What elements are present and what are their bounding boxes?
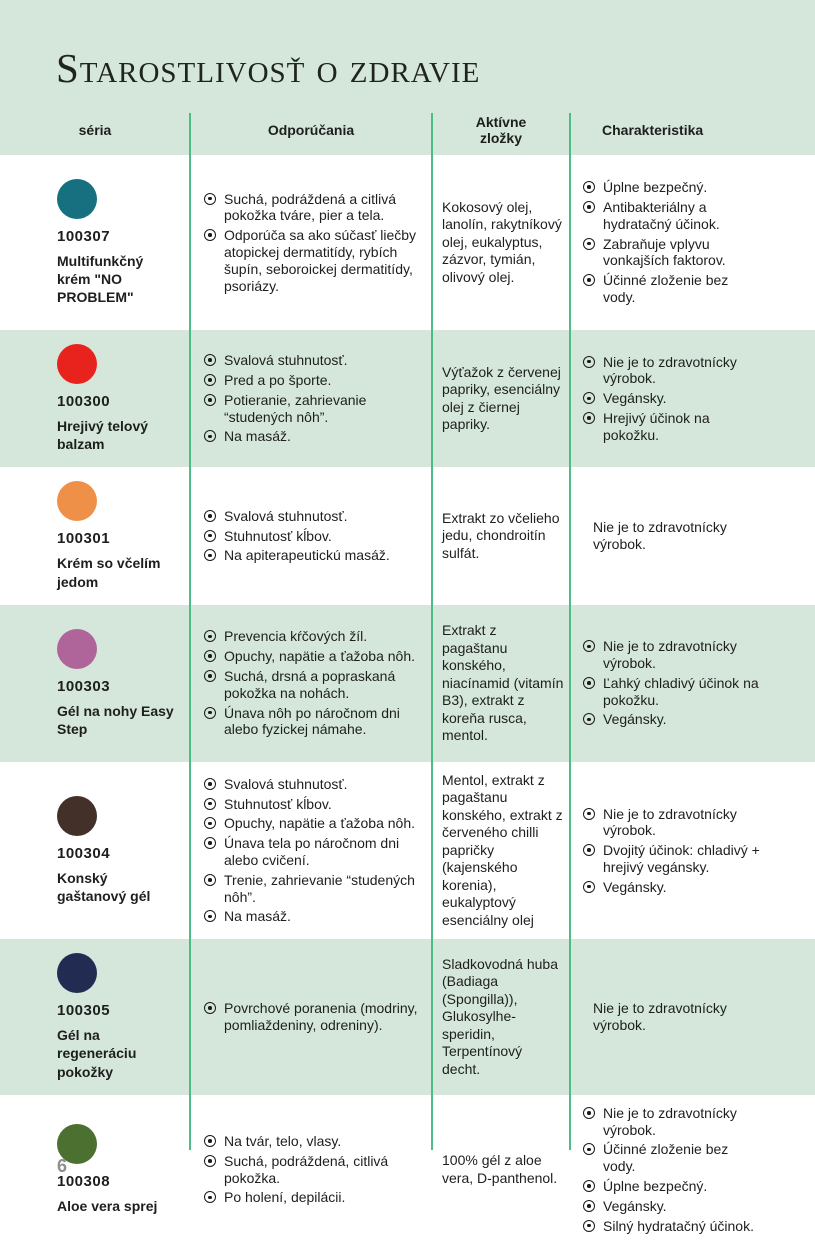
product-name: Hrejivý telový balzam (57, 418, 149, 453)
target-bullet-icon (204, 430, 216, 442)
series-cell (0, 330, 190, 467)
table-header-row (0, 110, 815, 150)
bullet-item (204, 776, 424, 793)
bullet-text: Opuchy, napätie a ťažoba nôh. (224, 815, 416, 832)
recommendations-cell (190, 330, 432, 467)
target-bullet-icon (583, 392, 595, 404)
bullet-text: Stuhnutosť kĺbov. (224, 527, 332, 544)
product-row (0, 155, 815, 330)
bullet-text: Silný hydratačný účinok. (603, 1217, 754, 1234)
bullet-item (583, 1218, 763, 1235)
bullet-text: Nie je to zdravotnícky výrobok. (603, 805, 737, 839)
bullet-text: Vegánsky. (603, 711, 667, 728)
bullet-item (204, 872, 424, 906)
active-ingredients-cell (432, 762, 570, 940)
product-name: Gél na nohy Easy Step (57, 702, 174, 737)
target-bullet-icon (204, 630, 216, 642)
bullet-text: Na masáž. (224, 428, 291, 445)
characteristics-list (583, 638, 763, 728)
bullet-item (583, 236, 763, 270)
bullet-item (204, 1133, 424, 1150)
recommendations-cell (190, 762, 432, 940)
bullet-text: Trenie, zahrievanie “studených nôh”. (224, 871, 415, 905)
characteristics-list (583, 1000, 763, 1035)
bullet-text: Nie je to zdravotnícky výrobok. (603, 1104, 737, 1138)
target-bullet-icon (204, 549, 216, 561)
product-name: Multifunkčný krém "NO PROBLEM" (57, 252, 144, 306)
product-code: 100301 (57, 530, 111, 548)
target-bullet-icon (204, 1135, 216, 1147)
characteristics-cell (570, 605, 815, 762)
target-bullet-icon (583, 881, 595, 893)
bullet-item (583, 675, 763, 709)
product-name: Gél na regeneráciu pokožky (57, 1027, 137, 1080)
active-ingredients-text: Výťažok z červenej papriky, esenciálny olej z čiernej papriky. (442, 363, 561, 433)
recommendations-list (204, 352, 424, 445)
product-row (0, 939, 815, 1095)
product-row (0, 330, 815, 467)
bullet-item (583, 272, 763, 306)
target-bullet-icon (204, 874, 216, 886)
bullet-item (204, 1189, 424, 1206)
column-header-label: Odporúčania (267, 121, 355, 138)
product-color-dot-icon (57, 179, 97, 219)
target-bullet-icon (204, 817, 216, 829)
target-bullet-icon (204, 229, 216, 241)
recommendations-list (204, 191, 424, 295)
target-bullet-icon (204, 1155, 216, 1167)
bullet-item (204, 1153, 424, 1187)
target-bullet-icon (583, 640, 595, 652)
recommendations-list (204, 508, 424, 564)
target-bullet-icon (204, 798, 216, 810)
bullet-text: Suchá, podráždená a citlivá pokožka tváre, pier a tela. (224, 190, 396, 224)
characteristic-text: Nie je to zdravotnícky výrobok. (593, 999, 727, 1034)
active-ingredients-text: Extrakt zo včelieho jedu, chondroitín sulfát. (442, 509, 560, 561)
bullet-text: Dvojitý účinok: chladivý + hrejivý vegánsky. (603, 842, 760, 875)
target-bullet-icon (204, 374, 216, 386)
target-bullet-icon (583, 1143, 595, 1155)
recommendations-cell (190, 939, 432, 1095)
product-row (0, 605, 815, 762)
bullet-text: Vegánsky. (603, 1197, 667, 1214)
bullet-text: Na apiterapeutickú masáž. (224, 547, 390, 564)
series-cell (0, 939, 190, 1095)
target-bullet-icon (583, 1200, 595, 1212)
page-number: 6 (57, 1156, 68, 1176)
active-ingredients-text: 100% gél z aloe vera, D-panthenol. (442, 1152, 558, 1186)
bullet-text: Suchá, podráždená, citlivá pokožka. (224, 1152, 389, 1186)
bullet-item (204, 372, 424, 389)
bullet-text: Prevencia kŕčových žíl. (224, 628, 368, 645)
column-header-odporucania (190, 110, 432, 150)
bullet-item (204, 547, 424, 564)
target-bullet-icon (204, 354, 216, 366)
bullet-text: Povrchové poranenia (modriny, pomliaždeniny, odreniny). (224, 1000, 418, 1034)
characteristics-cell (570, 762, 815, 940)
active-ingredients-cell (432, 467, 570, 604)
bullet-item (583, 711, 763, 728)
bullet-item (204, 796, 424, 813)
active-ingredients-cell (432, 939, 570, 1095)
target-bullet-icon (204, 910, 216, 922)
column-header-label: Aktívne zložky (475, 113, 527, 146)
characteristics-cell (570, 1095, 815, 1244)
target-bullet-icon (204, 837, 216, 849)
bullet-text: Svalová stuhnutosť. (224, 352, 348, 369)
product-code: 100308 (57, 1173, 111, 1190)
bullet-text: Únava tela po náročnom dni alebo cvičení. (224, 835, 400, 868)
bullet-item (583, 354, 763, 388)
bullet-item (204, 191, 424, 225)
product-color-dot-icon (57, 796, 97, 836)
bullet-text: Na masáž. (224, 908, 291, 925)
recommendations-list (204, 776, 424, 925)
bullet-item (204, 705, 424, 739)
bullet-item (583, 1198, 763, 1215)
bullet-text: Vegánsky. (603, 878, 667, 895)
product-row (0, 467, 815, 604)
bullet-item (583, 806, 763, 840)
target-bullet-icon (204, 650, 216, 662)
target-bullet-icon (583, 677, 595, 689)
page-header (0, 0, 815, 155)
target-bullet-icon (583, 1220, 595, 1232)
column-header-label: séria (78, 121, 112, 138)
target-bullet-icon (204, 1191, 216, 1203)
target-bullet-icon (583, 356, 595, 368)
bullet-item (204, 428, 424, 445)
page-title: Starostlivosť o zdravie (56, 45, 481, 91)
characteristics-cell (570, 155, 815, 330)
bullet-text: Po holení, depilácii. (224, 1189, 346, 1206)
bullet-item (204, 648, 424, 665)
target-bullet-icon (583, 713, 595, 725)
characteristics-cell (570, 939, 815, 1095)
bullet-item (204, 508, 424, 525)
target-bullet-icon (204, 707, 216, 719)
target-bullet-icon (583, 201, 595, 213)
recommendations-list (204, 1133, 424, 1206)
target-bullet-icon (204, 778, 216, 790)
target-bullet-icon (204, 670, 216, 682)
active-ingredients-cell (432, 155, 570, 330)
bullet-item (583, 390, 763, 407)
active-ingredients-cell (432, 330, 570, 467)
column-header-aktivne-zlozky (432, 110, 570, 150)
recommendations-cell (190, 605, 432, 762)
bullet-item (583, 1178, 763, 1195)
bullet-text: Nie je to zdravotnícky výrobok. (603, 353, 737, 387)
target-bullet-icon (583, 274, 595, 286)
bullet-item (204, 835, 424, 869)
bullet-text: Vegánsky. (603, 390, 667, 407)
product-code: 100300 (57, 393, 111, 410)
table-body (0, 155, 815, 1244)
series-cell (0, 1095, 190, 1244)
column-header-label: Charakteristika (602, 121, 704, 138)
characteristics-list (583, 179, 763, 306)
bullet-item (583, 179, 763, 196)
target-bullet-icon (204, 1002, 216, 1014)
target-bullet-icon (583, 181, 595, 193)
target-bullet-icon (583, 808, 595, 820)
target-bullet-icon (204, 193, 216, 205)
bullet-text: Suchá, drsná a popraskaná pokožka na nohách. (224, 667, 396, 701)
bullet-item (204, 668, 424, 702)
bullet-text: Úplne bezpečný. (603, 179, 708, 196)
bullet-item (204, 392, 424, 426)
characteristics-list (583, 354, 763, 444)
bullet-text: Na tvár, telo, vlasy. (224, 1133, 342, 1149)
active-ingredients-cell (432, 605, 570, 762)
bullet-item (204, 1000, 424, 1034)
bullet-item (204, 528, 424, 545)
target-bullet-icon (204, 530, 216, 542)
bullet-text: Pred a po športe. (224, 371, 332, 388)
bullet-item (583, 638, 763, 672)
bullet-item (204, 908, 424, 925)
series-cell (0, 467, 190, 604)
recommendations-list (204, 628, 424, 738)
bullet-item (204, 227, 424, 294)
characteristics-cell (570, 467, 815, 604)
product-code: 100307 (57, 227, 111, 245)
product-name: Krém so včelím jedom (57, 555, 161, 590)
product-name: Aloe vera sprej (57, 1198, 158, 1214)
bullet-text: Svalová stuhnutosť. (224, 507, 348, 524)
recommendations-cell (190, 467, 432, 604)
target-bullet-icon (583, 412, 595, 424)
bullet-item (204, 815, 424, 832)
characteristic-text: Nie je to zdravotnícky výrobok. (593, 518, 727, 553)
product-color-dot-icon (57, 953, 97, 993)
column-header-seria (0, 110, 190, 150)
bullet-text: Úplne bezpečný. (603, 1178, 708, 1194)
product-row (0, 1095, 815, 1244)
active-ingredients-text: Extrakt z pagaštanu konského, niacínamid (vitamín B3), extrakt z koreňa rusca, mentol. (442, 622, 564, 743)
recommendations-cell (190, 155, 432, 330)
bullet-text: Stuhnutosť kĺbov. (224, 795, 332, 812)
bullet-item (583, 1141, 763, 1175)
product-name: Konský gaštanový gél (57, 869, 151, 904)
bullet-text: Odporúča sa ako súčasť liečby atopickej dermatitídy, rybích šupín, seboroickej dermatitídy, psoriázy. (224, 227, 417, 294)
characteristics-list (583, 806, 763, 896)
bullet-text: Opuchy, napätie a ťažoba nôh. (224, 648, 416, 665)
bullet-item (204, 628, 424, 645)
bullet-item (583, 842, 763, 876)
bullet-text: Účinné zloženie bez vody. (603, 272, 729, 305)
bullet-text: Potieranie, zahrievanie “studených nôh”. (224, 391, 367, 425)
bullet-item (583, 879, 763, 896)
series-cell (0, 762, 190, 940)
target-bullet-icon (204, 510, 216, 522)
bullet-item (583, 410, 763, 444)
product-code: 100304 (57, 844, 111, 862)
column-header-charakteristika (570, 110, 815, 150)
product-code: 100305 (57, 1002, 111, 1020)
product-color-dot-icon (57, 344, 97, 384)
bullet-text: Hrejivý účinok na pokožku. (603, 410, 710, 443)
bullet-text: Únava nôh po náročnom dni alebo fyzickej námahe. (224, 704, 400, 738)
target-bullet-icon (583, 1107, 595, 1119)
product-color-dot-icon (57, 629, 97, 669)
characteristics-list (583, 519, 763, 554)
recommendations-cell (190, 1095, 432, 1244)
bullet-item (204, 352, 424, 369)
bullet-text: Zabraňuje vplyvu vonkajších faktorov. (603, 235, 726, 269)
active-ingredients-text: Kokosový olej, lanolín, rakytníkový olej, eukalyptus, zázvor, tymián, olivový olej. (442, 198, 562, 285)
bullet-item (583, 199, 763, 233)
series-cell (0, 605, 190, 762)
bullet-text: Ľahký chladivý účinok na pokožku. (603, 674, 759, 708)
active-ingredients-text: Mentol, extrakt z pagaštanu konského, extrakt z červeného chilli papričky (kajenského korenia), eukalyptový esenciálny olej (442, 771, 563, 928)
bullet-text: Svalová stuhnutosť. (224, 775, 348, 792)
characteristics-list (583, 1105, 763, 1235)
product-color-dot-icon (57, 481, 97, 521)
bullet-item (583, 1105, 763, 1139)
target-bullet-icon (204, 394, 216, 406)
series-cell (0, 155, 190, 330)
target-bullet-icon (583, 1180, 595, 1192)
active-ingredients-cell (432, 1095, 570, 1244)
product-row (0, 762, 815, 940)
active-ingredients-text: Sladkovodná huba (Badiaga (Spongilla)), Glukosylhe-speridin, Terpentínový decht. (442, 955, 558, 1077)
target-bullet-icon (583, 238, 595, 250)
recommendations-list (204, 1000, 424, 1034)
target-bullet-icon (583, 844, 595, 856)
bullet-text: Účinné zloženie bez vody. (603, 1141, 729, 1175)
characteristics-cell (570, 330, 815, 467)
bullet-text: Nie je to zdravotnícky výrobok. (603, 638, 737, 672)
bullet-text: Antibakteriálny a hydratačný účinok. (603, 199, 720, 232)
product-code: 100303 (57, 677, 111, 695)
